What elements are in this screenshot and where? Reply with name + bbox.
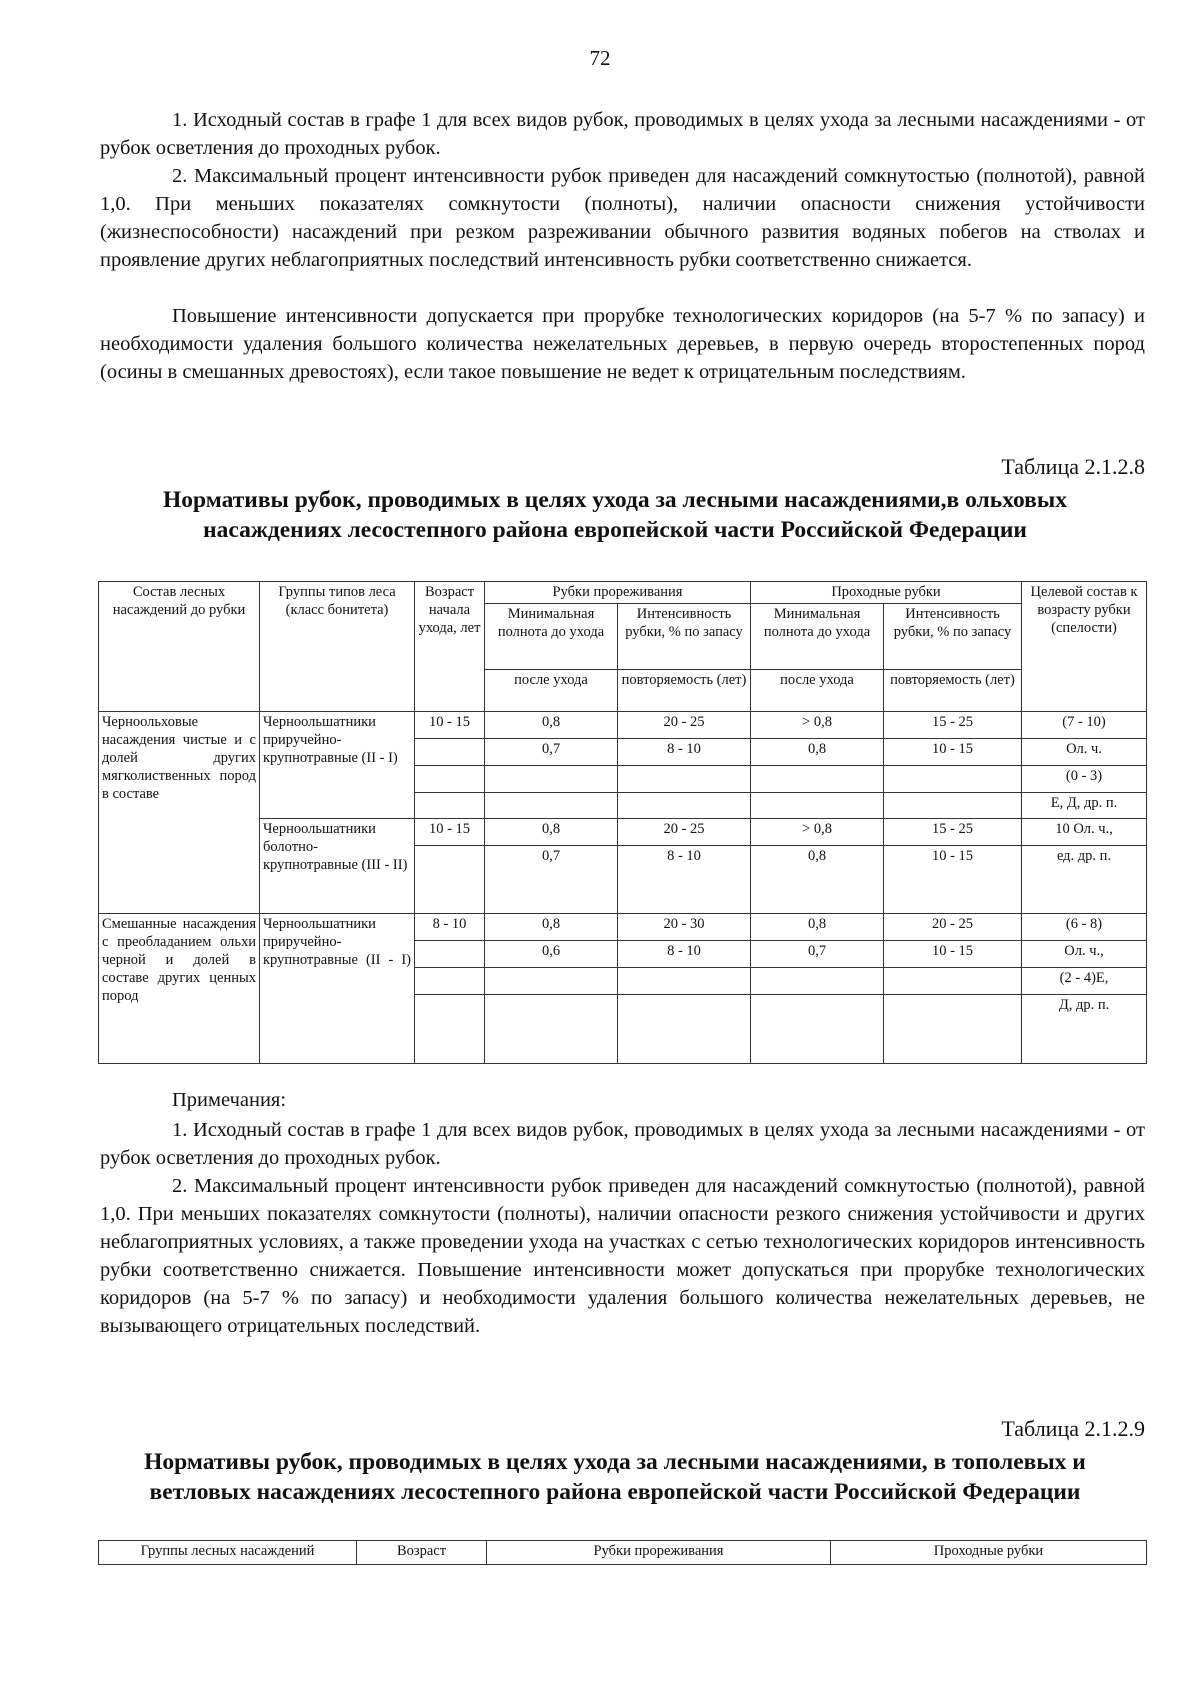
table-9-caption: Таблица 2.1.2.9 [1001,1416,1145,1441]
cell: 0,6 [485,941,618,968]
cell: 20 - 25 [618,819,751,846]
header-min-density: Минимальная полнота до ухода [485,604,618,670]
cell [618,968,751,995]
notes-heading: Примечания: [172,1089,287,1111]
cell: 10 - 15 [415,712,485,739]
cell [884,766,1022,793]
bottom-note-1: 1. Исходный состав в графе 1 для всех видов рубок, проводимых в целях ухода за лесными насаждениями - от рубок осветления до проходных рубок. [100,1119,1145,1169]
cell: 8 - 10 [415,914,485,941]
group1-types-a: Черноольшатники приручейно-крупнотравные (II - I) [260,712,415,819]
cell: 10 - 15 [884,846,1022,914]
cell: Д, др. п. [1022,995,1147,1064]
cell [415,766,485,793]
cell: 0,8 [751,739,884,766]
header-after: после ухода [751,670,884,712]
header-passage: Проходные рубки [751,582,1022,604]
table-8-title: Нормативы рубок, проводимых в целях ухода за лесными насаждениями,в ольховых насаждениях лесостепного района европейской части Российской Федерации [163,487,1067,543]
cell [751,968,884,995]
cell [485,766,618,793]
cell [415,793,485,819]
cell [415,995,485,1064]
cell: 10 Ол. ч., [1022,819,1147,846]
header-forest-types: Группы типов леса (класс бонитета) [260,582,415,712]
cell: 10 - 15 [884,739,1022,766]
group1-composition: Черноольховые насаждения чистые и с долей других мягколиственных пород в составе [99,712,260,914]
cell [884,968,1022,995]
cell [415,968,485,995]
cell [884,995,1022,1064]
bottom-note-2: 2. Максимальный процент интенсивности рубок приведен для насаждений сомкнутостью (полнотой), равной 1,0. При меньших показателях сомкнутости (полноты), наличии опасности резкого снижения устойчивости и других неблагоприятных условиях, а также проведении ухода на участках с сетью технологических коридоров интенсивность рубки соответственно снижается. Повышение интенсивности может допускаться при прорубке технологических коридоров (на 5-7 % по запасу) и необходимости удаления большого количества нежелательных деревьев, не вызывающего отрицательных последствий. [100,1175,1145,1337]
cell: 20 - 25 [884,914,1022,941]
top-note-1: 1. Исходный состав в графе 1 для всех видов рубок, проводимых в целях ухода за лесными насаждениями - от рубок осветления до проходных рубок. [100,109,1145,159]
cell [485,793,618,819]
table-9 [98,1540,1147,1565]
table-8 [98,581,1147,1064]
cell: > 0,8 [751,712,884,739]
cell: 0,8 [485,914,618,941]
cell: 10 - 15 [415,819,485,846]
header-after: после ухода [485,670,618,712]
cell: 0,7 [485,846,618,914]
cell [485,995,618,1064]
top-note-2: 2. Максимальный процент интенсивности рубок приведен для насаждений сомкнутостью (полнотой), равной 1,0. При меньших показателях сомкнутости (полноты), наличии опасности снижения устойчивости (жизнеспособности) насаждений при резком разреживании обычного развития водяных побегов на стволах и проявление других неблагоприятных последствий интенсивность рубки соответственно снижается. [100,165,1145,271]
table-9-header-age: Возраст [357,1541,487,1565]
cell [884,793,1022,819]
cell: 0,8 [751,914,884,941]
cell [415,846,485,914]
cell [751,995,884,1064]
header-composition: Состав лесных насаждений до рубки [99,582,260,712]
cell: 0,7 [485,739,618,766]
table-8-caption: Таблица 2.1.2.8 [1001,454,1145,479]
cell: > 0,8 [751,819,884,846]
cell [618,793,751,819]
group2-types: Черноольшатники приручейно-крупнотравные (II - I) [260,914,415,1064]
header-target: Целевой состав к возрасту рубки (спелости) [1022,582,1147,712]
table-9-header-groups: Группы лесных насаждений [99,1541,357,1565]
cell [415,941,485,968]
cell [751,766,884,793]
header-intensity: Интенсивность рубки, % по запасу [884,604,1022,670]
header-age: Возраст начала ухода, лет [415,582,485,712]
table-9-title: Нормативы рубок, проводимых в целях ухода за лесными насаждениями, в тополевых и ветловых насаждениях лесостепного района европейской части Российской Федерации [144,1449,1086,1505]
header-repeat: повторяемость (лет) [618,670,751,712]
header-min-density: Минимальная полнота до ухода [751,604,884,670]
cell [485,968,618,995]
header-intensity: Интенсивность рубки, % по запасу [618,604,751,670]
top-note-3: Повышение интенсивности допускается при прорубке технологических коридоров (на 5-7 % по запасу) и необходимости удаления большого количества нежелательных деревьев, в первую очередь второстепенных пород (осины в смешанных древостоях), если такое повышение не ведет к отрицательным последствиям. [100,305,1145,383]
cell [751,793,884,819]
cell: 0,8 [751,846,884,914]
cell: 0,8 [485,712,618,739]
cell: (0 - 3) [1022,766,1147,793]
cell: 15 - 25 [884,712,1022,739]
page-number: 72 [589,46,611,70]
cell [618,766,751,793]
cell: (6 - 8) [1022,914,1147,941]
table-9-header-thinning: Рубки прореживания [487,1541,831,1565]
cell: Ол. ч., [1022,941,1147,968]
cell: ед. др. п. [1022,846,1147,914]
cell: 15 - 25 [884,819,1022,846]
cell: (7 - 10) [1022,712,1147,739]
header-thinning: Рубки прореживания [485,582,751,604]
cell: 8 - 10 [618,941,751,968]
cell: (2 - 4)Е, [1022,968,1147,995]
cell: 8 - 10 [618,739,751,766]
cell [415,739,485,766]
cell: Е, Д, др. п. [1022,793,1147,819]
cell: 0,7 [751,941,884,968]
cell: 20 - 25 [618,712,751,739]
cell: 20 - 30 [618,914,751,941]
cell: Ол. ч. [1022,739,1147,766]
table-9-header-passage: Проходные рубки [831,1541,1147,1565]
group2-composition: Смешанные насаждения с преобладанием ольхи черной и долей в составе других ценных пород [99,914,260,1064]
cell: 0,8 [485,819,618,846]
cell: 10 - 15 [884,941,1022,968]
cell [618,995,751,1064]
header-repeat: повторяемость (лет) [884,670,1022,712]
cell: 8 - 10 [618,846,751,914]
group1-types-b: Черноольшатники болотно-крупнотравные (III - II) [260,819,415,914]
